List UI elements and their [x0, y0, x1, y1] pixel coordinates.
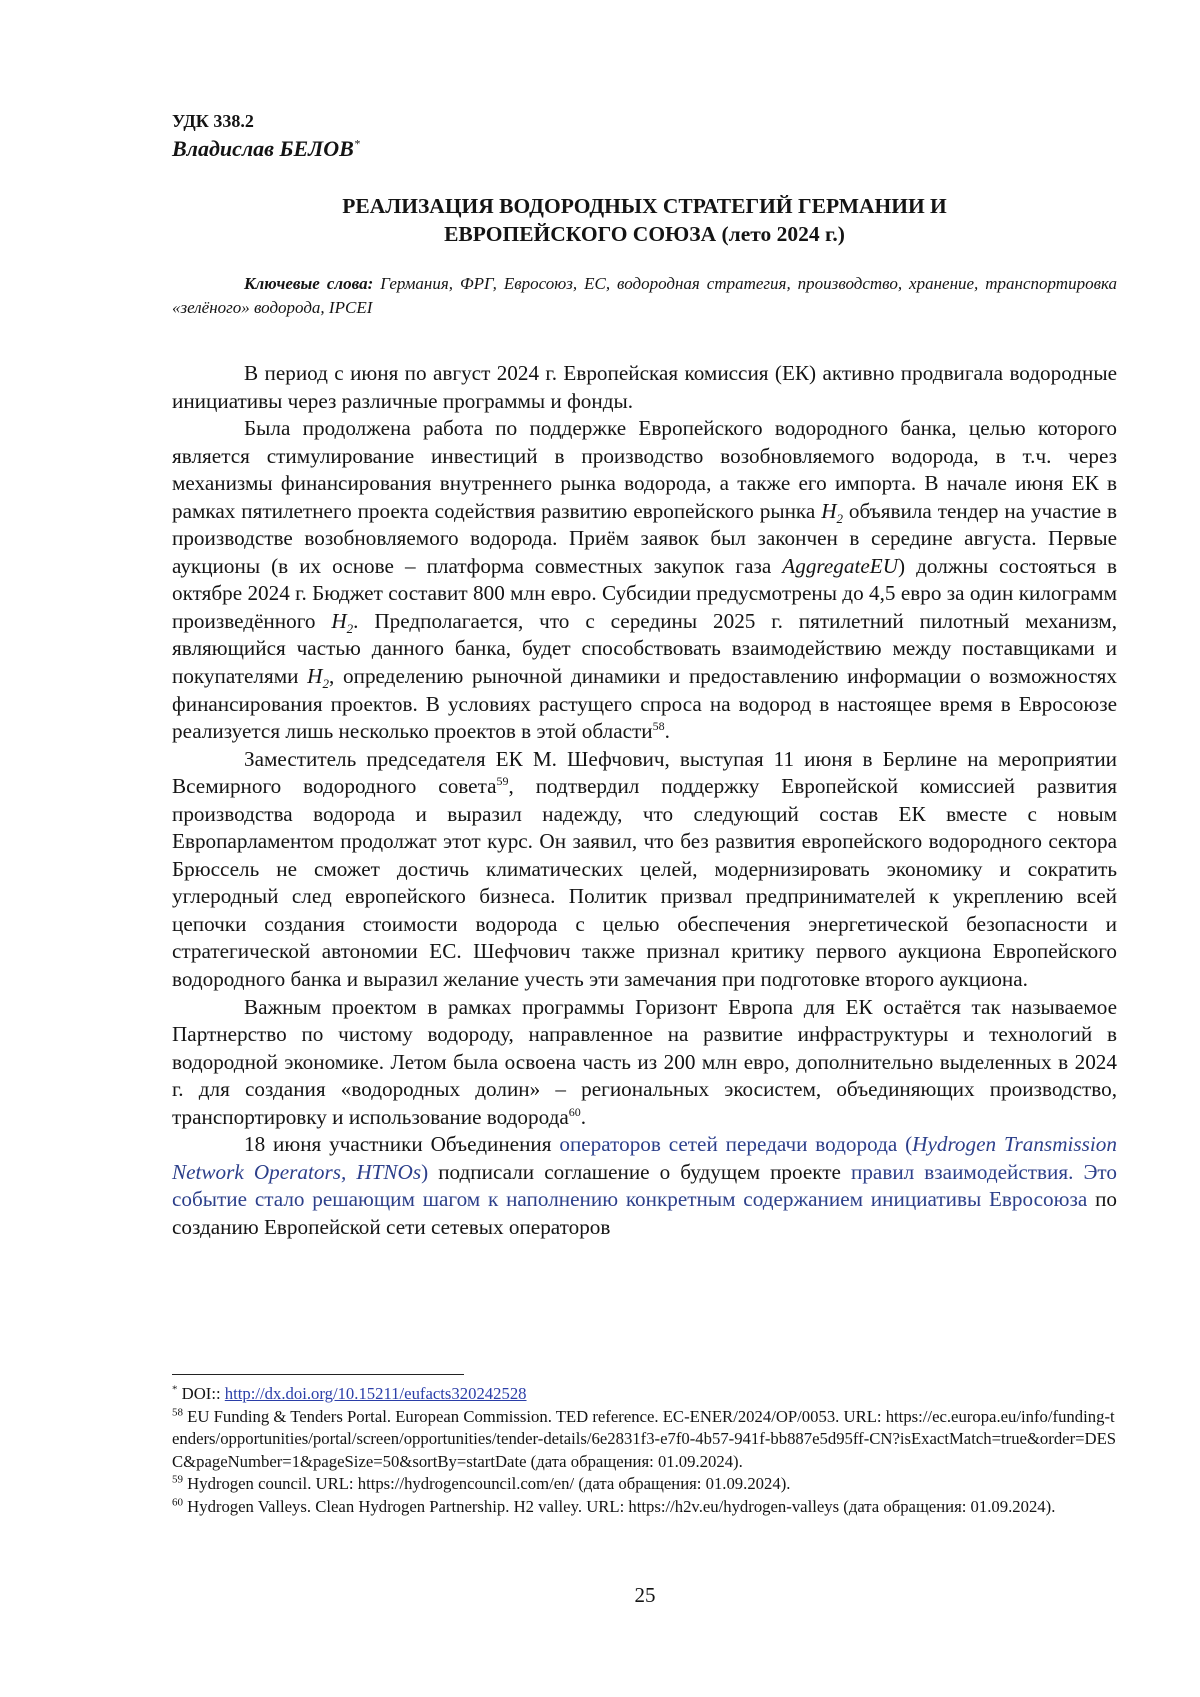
footnote-ref-59[interactable]: 59: [496, 774, 509, 789]
formula-subscript: 2: [836, 510, 844, 526]
footnote-58: [172, 1406, 1117, 1474]
text-run: подписали соглашение о будущем проекте: [428, 1159, 851, 1184]
keywords: [172, 272, 1117, 320]
footnote-text: EU Funding & Tenders Portal. European Commission. TED reference. EC-ENER/2024/OP/0053. URL: https://ec.europa.eu/info/funding-tenders/opportunities/portal/screen/opportunities/tender-details/6e2831f3-e7f0-4b57-941f-bb887e5d95ff-CN?isExactMatch=true&order=DESC&pageNumber=1&pageSize=50&sortBy=startDate (дата обращения: 01.09.2024).: [172, 1406, 1117, 1471]
keywords-text: Германия, ФРГ, Евросоюз, ЕС, водородная стратегия, производство, хранение, транспортировка «зелёного» водорода, IPCEI: [172, 274, 1117, 317]
author-name: Владислав БЕЛОВ: [172, 136, 354, 161]
text-run: .: [664, 719, 670, 744]
formula-subscript: 2: [346, 621, 354, 637]
formula-h2: [821, 498, 844, 526]
author-line: [172, 136, 360, 162]
article-title: [172, 192, 1117, 248]
footnote-divider: [172, 1374, 464, 1375]
keywords-label: Ключевые слова:: [244, 274, 374, 293]
footnote-mark: 59: [172, 1473, 183, 1486]
text-run: . Предполагается, что с середины 2025 г. пятилетний пилотный механизм, являющийся частью данного банка, будет способствовать взаимодействию между поставщиками и покупателями: [172, 608, 1117, 689]
footnotes: [172, 1383, 1117, 1518]
text-run: по созданию Европейской сети сетевых операторов: [172, 1187, 1117, 1239]
highlighted-text: ): [421, 1159, 429, 1184]
footnote-doi: [172, 1383, 1117, 1406]
highlighted-text: правил взаимодействия. Это событие стало решающим шагом к наполнению конкретным содержанием инициативы Евросоюза: [172, 1159, 1117, 1212]
formula-symbol: H: [331, 608, 347, 633]
page-number: 25: [634, 1583, 656, 1607]
text-run: объявила тендер на участие в производстве возобновляемого водорода. Приём заявок был закончен в середине августа. Первые аукционы (в их основе – платформа совместных закупок газа: [172, 498, 1117, 578]
text-run: 18 июня участники Объединения: [244, 1132, 560, 1157]
text-run: Важным проектом в рамках программы Горизонт Европа для ЕК остаётся так называемое Партнерство по чистому водороду, направленное на развитие инфраструктуры и технологий в водородной экономике. Летом была освоена часть из 200 млн евро, дополнительно выделенных в 2024 г. для создания «водородных долин» – региональных экосистем, объединяющих производство, транспортировку и использование водорода: [172, 994, 1117, 1129]
footnote-doi-label: DOI::: [177, 1384, 225, 1403]
title-line-2: ЕВРОПЕЙСКОГО СОЮЗА (лето 2024 г.): [444, 222, 845, 246]
article-body: [172, 360, 1117, 1242]
footnote-ref-60[interactable]: 60: [568, 1104, 581, 1119]
footnote-mark: 58: [172, 1405, 183, 1418]
formula-symbol: H: [307, 664, 323, 689]
text-run: , определению рыночной динамики и предоставлению информации о возможностях финансирования проектов. В условиях растущего спроса на водород в настоящее время в Евросоюзе реализуется лишь несколько проектов в этой области: [172, 664, 1117, 744]
htnos-name: Hydrogen Transmission Network Operators, HTNOs: [172, 1132, 1117, 1184]
paragraph-3: [172, 746, 1117, 994]
footnote-mark: 60: [172, 1495, 183, 1508]
udk-code: УДК 338.2: [172, 111, 254, 131]
highlighted-text: операторов сетей передачи водорода (: [559, 1132, 913, 1157]
title-line-1: РЕАЛИЗАЦИЯ ВОДОРОДНЫХ СТРАТЕГИЙ ГЕРМАНИИ И: [342, 194, 947, 218]
author-footnote-mark[interactable]: *: [353, 136, 360, 151]
text-run: .: [580, 1104, 587, 1129]
text-run: Была продолжена работа по поддержке Европейского водородного банка, целью которого является стимулирование инвестиций в производство возобновляемого водорода, в т.ч. через механизмы финансирования внутреннего рынка водорода, а также его импорта. В начале июня ЕК в рамках пятилетнего проекта содействия развитию европейского рынка: [172, 416, 1117, 523]
paragraph-1: В период с июня по август 2024 г. Европейская комиссия (ЕК) активно продвигала водородные инициативы через различные программы и фонды.: [172, 361, 1117, 413]
text-run: ) должны состояться в октябре 2024 г. Бюджет составит 800 млн евро. Субсидии предусмотрены до 4,5 евро за один килограмм произведённого: [172, 553, 1117, 633]
footnote-59: [172, 1473, 1117, 1496]
paragraph-4: [172, 994, 1117, 1132]
doi-link[interactable]: http://dx.doi.org/10.15211/eufacts320242528: [224, 1384, 527, 1403]
aggregate-eu: AggregateEU: [782, 553, 899, 578]
formula-symbol: H: [821, 498, 837, 523]
text-run: , подтвердил поддержку Европейской комиссией развития производства водорода и выразил надежду, что следующий состав ЕК вместе с новым Европарламентом продолжат этот курс. Он заявил, что без развития европейского водородного сектора Брюссель не сможет достичь климатических целей, модернизировать экономику и сократить углеродный след европейского бизнеса. Политик призвал предпринимателей к укреплению всей цепочки создания стоимости водорода с целью обеспечения энергетической безопасности и стратегической автономии ЕС. Шефчович также признал критику первого аукциона Европейского водородного банка и выразил желание учесть эти замечания при подготовке второго аукциона.: [172, 774, 1117, 992]
footnote-text: Hydrogen Valleys. Clean Hydrogen Partnership. H2 valley. URL: https://h2v.eu/hydrogen-valleys (дата обращения: 01.09.2024).: [183, 1496, 1056, 1516]
formula-subscript: 2: [322, 676, 329, 692]
text-run: Заместитель председателя ЕК М. Шефчович, выступая 11 июня в Берлине на мероприятии Всемирного водородного совета: [172, 746, 1117, 799]
paragraph-5: [172, 1131, 1117, 1241]
formula-h2: [307, 664, 329, 692]
formula-h2: [331, 608, 354, 637]
footnote-mark: *: [172, 1383, 178, 1396]
paragraph-2: [172, 415, 1117, 746]
footnote-text: Hydrogen council. URL: https://hydrogencouncil.com/en/ (дата обращения: 01.09.2024).: [183, 1474, 791, 1493]
footnote-ref-58[interactable]: 58: [652, 719, 665, 734]
footnote-60: [172, 1496, 1117, 1519]
